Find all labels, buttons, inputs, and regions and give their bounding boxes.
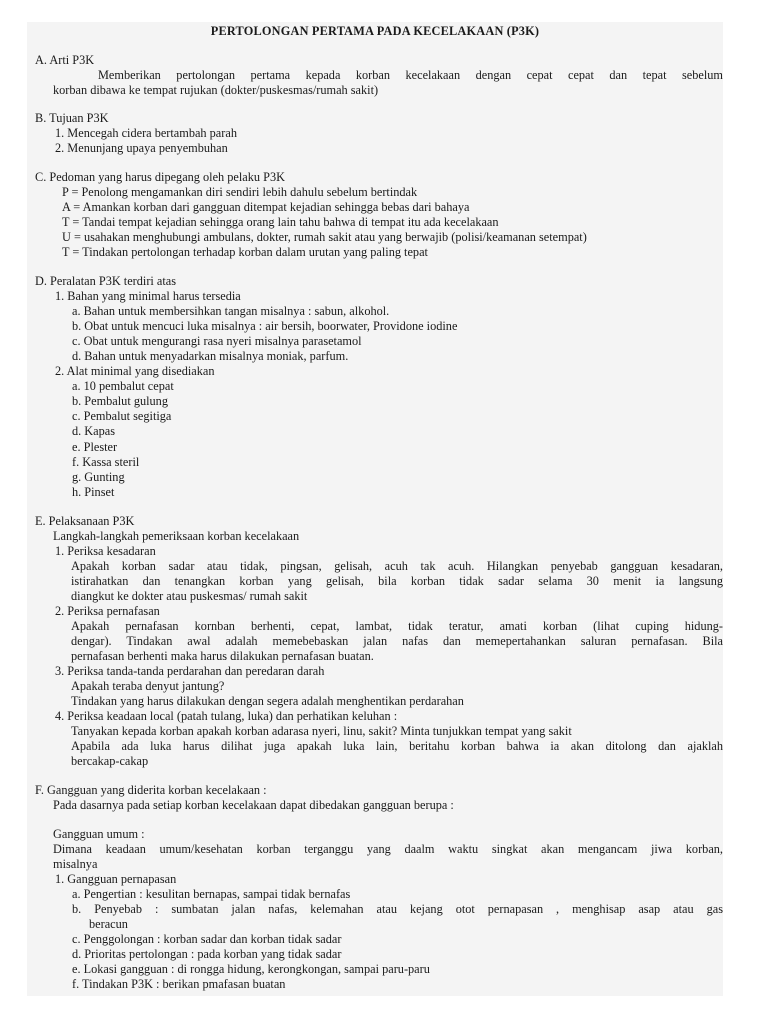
list-item: 1. Bahan yang minimal harus tersedia	[55, 289, 241, 303]
list-item: 2. Menunjang upaya penyembuhan	[55, 141, 228, 155]
paragraph-line: pernafasan berhenti maka harus dilakukan pernafasan buatan.	[71, 649, 374, 663]
paragraph-line: misalnya	[53, 857, 98, 871]
paragraph-line: Pada dasarnya pada setiap korban kecelakaan dapat dibedakan gangguan berupa :	[53, 798, 454, 812]
list-item: 2. Periksa pernafasan	[55, 604, 160, 618]
list-item: a. Bahan untuk membersihkan tangan misalnya : sabun, alkohol.	[72, 304, 390, 318]
paragraph-line: Apabila ada luka harus dilihat juga apakah luka lain, beritahu korban bahwa ia akan ditolong dan ajaklah	[71, 739, 723, 753]
list-item: d. Prioritas pertolongan : pada korban yang tidak sadar	[72, 947, 342, 961]
paragraph-line: Apakah korban sadar atau tidak, pingsan, gelisah, acuh tak acuh. Hilangkan penyebab gangguan kesadaran,	[71, 559, 723, 573]
paragraph-line: Tanyakan kepada korban apakah korban adarasa nyeri, linu, sakit? Minta tunjukkan tempat yang sakit	[71, 724, 572, 738]
list-item: a. 10 pembalut cepat	[72, 379, 174, 393]
paragraph-line: diangkut ke dokter atau puskesmas/ rumah sakit	[71, 589, 308, 603]
list-item: U = usahakan menghubungi ambulans, dokter, rumah sakit atau yang berwajib (polisi/keamanan setempat)	[62, 230, 587, 244]
paragraph-line: Dimana keadaan umum/kesehatan korban terganggu yang daalm waktu singkat akan mengancam jiwa korban,	[53, 842, 723, 856]
list-item: e. Plester	[72, 440, 118, 454]
list-item: 1. Gangguan pernapasan	[55, 872, 177, 886]
list-item: c. Penggolongan : korban sadar dan korban tidak sadar	[72, 932, 342, 946]
list-item: h. Pinset	[72, 485, 115, 499]
list-item: 1. Periksa kesadaran	[55, 544, 156, 558]
list-item: a. Pengertian : kesulitan bernapas, sampai tidak bernafas	[72, 887, 351, 901]
section-d-heading: D. Peralatan P3K terdiri atas	[35, 274, 177, 288]
list-item: f. Tindakan P3K : berikan pmafasan buatan	[72, 977, 286, 991]
list-item: P = Penolong mengamankan diri sendiri lebih dahulu sebelum bertindak	[62, 185, 418, 199]
section-f-heading: F. Gangguan yang diderita korban kecelakaan :	[35, 783, 267, 797]
list-item: A = Amankan korban dari gangguan ditempat kejadian sehingga bebas dari bahaya	[62, 200, 470, 214]
section-b-heading: B. Tujuan P3K	[35, 111, 109, 125]
paragraph-line: bercakap-cakap	[71, 754, 149, 768]
list-item: b. Pembalut gulung	[72, 394, 168, 408]
list-item: d. Kapas	[72, 424, 116, 438]
list-item: 3. Periksa tanda-tanda perdarahan dan peredaran darah	[55, 664, 325, 678]
list-item: T = Tindakan pertolongan terhadap korban dalam urutan yang paling tepat	[62, 245, 428, 259]
list-item: c. Pembalut segitiga	[72, 409, 172, 423]
section-a-heading: A. Arti P3K	[35, 53, 95, 67]
list-item: c. Obat untuk mengurangi rasa nyeri misalnya parasetamol	[72, 334, 362, 348]
paragraph-line: Langkah-langkah pemeriksaan korban kecelakaan	[53, 529, 300, 543]
section-e-heading: E. Pelaksanaan P3K	[35, 514, 135, 528]
paragraph-line: Tindakan yang harus dilakukan dengan segera adalah menghentikan perdarahan	[71, 694, 464, 708]
section-a-text-line: Memberikan pertolongan pertama kepada korban kecelakaan dengan cepat cepat dan tepat sebelum	[98, 68, 723, 82]
paragraph-line: dengar). Tindakan awal adalah memebebaskan jalan nafas dan memepertahankan saluran pernafasan. Bila	[71, 634, 723, 648]
list-item: beracun	[89, 917, 128, 931]
list-item: T = Tandai tempat kejadian sehingga orang lain tahu bahwa di tempat itu ada kecelakaan	[62, 215, 499, 229]
section-c-heading: C. Pedoman yang harus dipegang oleh pelaku P3K	[35, 170, 285, 184]
paragraph-line: Apakah teraba denyut jantung?	[71, 679, 225, 693]
subheading: Gangguan umum :	[53, 827, 145, 841]
list-item: d. Bahan untuk menyadarkan misalnya moniak, parfum.	[72, 349, 349, 363]
document-page	[27, 22, 723, 996]
section-a-text-line: korban dibawa ke tempat rujukan (dokter/puskesmas/rumah sakit)	[53, 83, 379, 97]
list-item: b. Penyebab : sumbatan jalan nafas, kelemahan atau kejang otot pernapasan , menghisap asap atau gas	[72, 902, 723, 916]
list-item: f. Kassa steril	[72, 455, 140, 469]
paragraph-line: Apakah pernafasan kornban berhenti, cepat, lambat, tidak teratur, amati korban (lihat cuping hidung-	[71, 619, 723, 633]
list-item: e. Lokasi gangguan : di rongga hidung, kerongkongan, sampai paru-paru	[72, 962, 430, 976]
list-item: 2. Alat minimal yang disediakan	[55, 364, 215, 378]
document-title: PERTOLONGAN PERTAMA PADA KECELAKAAN (P3K)	[210, 24, 540, 38]
list-item: 4. Periksa keadaan local (patah tulang, luka) dan perhatikan keluhan :	[55, 709, 398, 723]
paragraph-line: istirahatkan dan tenangkan korban yang gelisah, bila korban tidak sadar selama 30 menit ia langsung	[71, 574, 723, 588]
list-item: g. Gunting	[72, 470, 125, 484]
list-item: b. Obat untuk mencuci luka misalnya : air bersih, boorwater, Providone iodine	[72, 319, 458, 333]
list-item: 1. Mencegah cidera bertambah parah	[55, 126, 237, 140]
